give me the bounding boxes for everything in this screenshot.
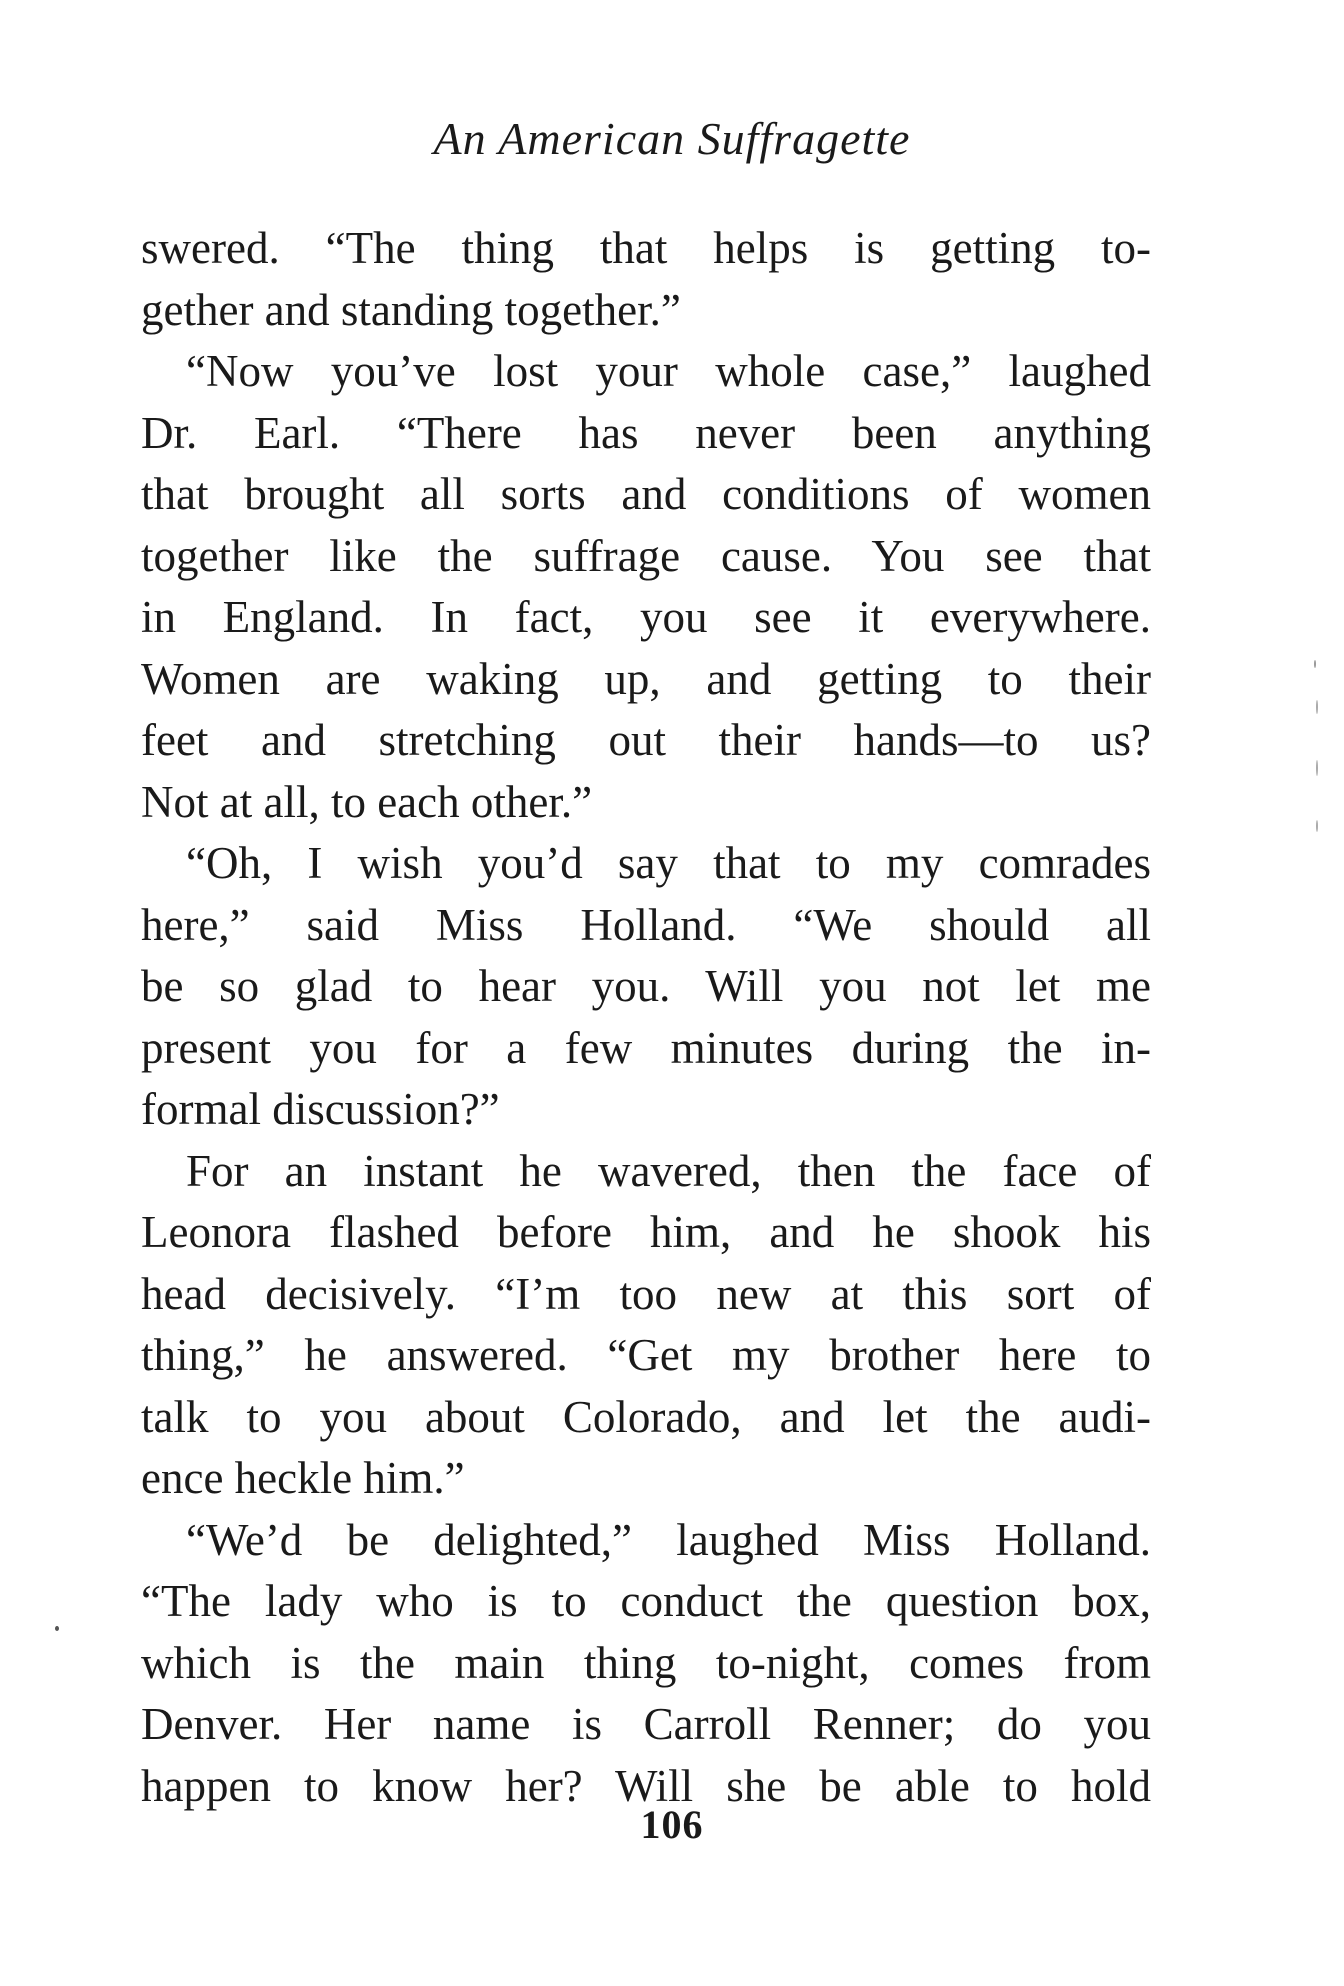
text-line: be so glad to hear you. Will you not let me bbox=[141, 961, 1151, 1011]
scan-speck bbox=[1314, 660, 1316, 668]
scan-speck bbox=[1316, 700, 1318, 714]
page-number: 106 bbox=[640, 1802, 704, 1847]
text-line: Denver. Her name is Carroll Renner; do you bbox=[141, 1699, 1151, 1749]
text-line: thing,” he answered. “Get my brother here to bbox=[141, 1330, 1151, 1380]
text-line: swered. “The thing that helps is getting to- bbox=[141, 223, 1151, 273]
text-line: present you for a few minutes during the in- bbox=[141, 1022, 1151, 1073]
text-line: together like the suffrage cause. You see that bbox=[141, 530, 1151, 581]
text-line: formal discussion?” bbox=[141, 1084, 500, 1134]
text-line: “Now you’ve lost your whole case,” laughed bbox=[186, 346, 1151, 396]
text-line: which is the main thing to-night, comes from bbox=[141, 1637, 1151, 1688]
scan-speck bbox=[1316, 820, 1318, 832]
text-line: gether and standing together.” bbox=[141, 284, 681, 335]
text-line: ence heckle him.” bbox=[141, 1453, 465, 1503]
scan-speck bbox=[55, 1626, 59, 1631]
text-line: in England. In fact, you see it everywhere. bbox=[141, 592, 1151, 642]
text-line: that brought all sorts and conditions of women bbox=[141, 469, 1151, 519]
text-line: Women are waking up, and getting to their bbox=[141, 653, 1151, 704]
scan-speck bbox=[1316, 760, 1318, 776]
text-line: feet and stretching out their hands—to us? bbox=[141, 715, 1151, 765]
text-line: Leonora flashed before him, and he shook his bbox=[141, 1207, 1151, 1257]
text-line: Not at all, to each other.” bbox=[141, 776, 593, 827]
text-line: head decisively. “I’m too new at this sort of bbox=[141, 1268, 1151, 1319]
running-head: An American Suffragette bbox=[433, 113, 911, 164]
text-line: here,” said Miss Holland. “We should all bbox=[141, 899, 1151, 950]
text-line: “Oh, I wish you’d say that to my comrades bbox=[186, 838, 1151, 888]
body-text bbox=[141, 218, 1151, 1817]
text-line: happen to know her? Will she be able to hold bbox=[141, 1760, 1151, 1811]
text-line: Dr. Earl. “There has never been anything bbox=[141, 407, 1151, 458]
text-line: For an instant he wavered, then the face of bbox=[186, 1145, 1151, 1196]
text-line: “The lady who is to conduct the question box, bbox=[141, 1576, 1151, 1626]
text-line: talk to you about Colorado, and let the audi- bbox=[141, 1391, 1151, 1442]
text-line: “We’d be delighted,” laughed Miss Holland. bbox=[186, 1514, 1151, 1565]
